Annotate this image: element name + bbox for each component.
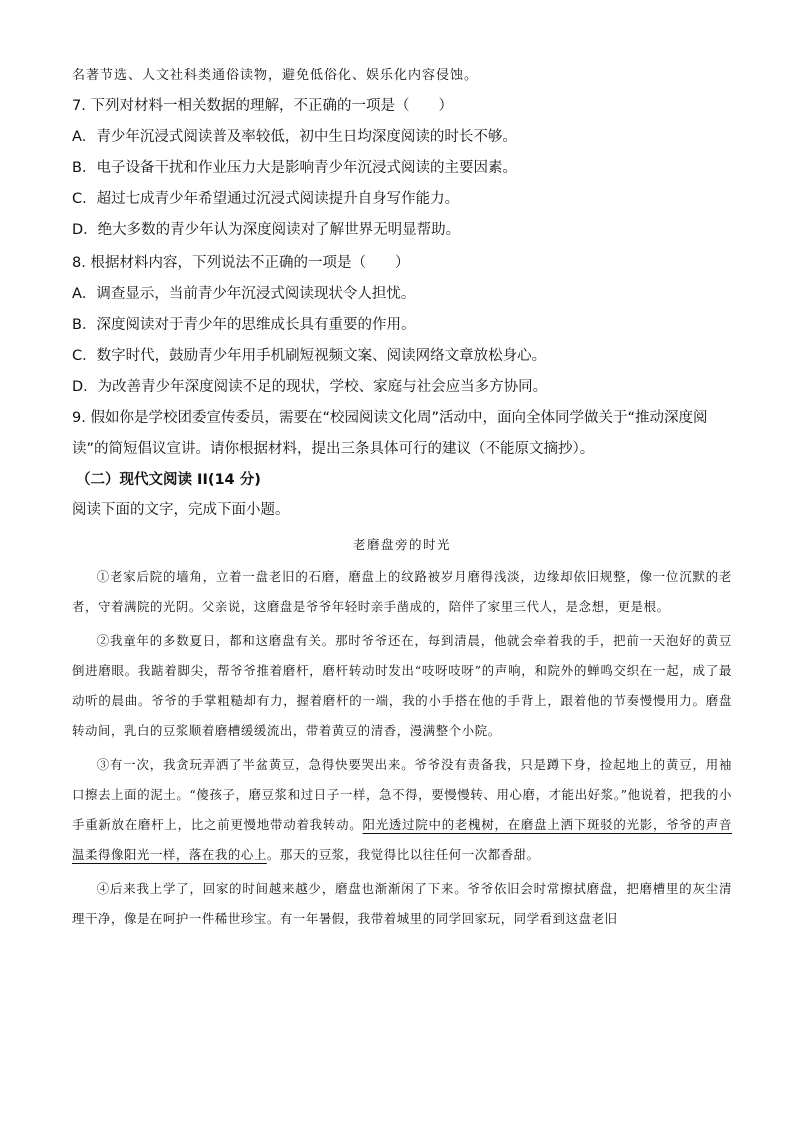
question-7-option-a: A．青少年沉浸式阅读普及率较低，初中生日均深度阅读的时长不够。 (72, 129, 517, 145)
exam-page (72, 60, 732, 938)
question-8-option-c: C．数字时代，鼓励青少年用手机刷短视频文案、阅读网络文章放松身心。 (72, 348, 547, 364)
paragraph-3-text: ③有一次，我贪玩弄洒了半盆黄豆，急得快要哭出来。爷爷没有责备我，只是蹲下身，捡起地上的黄豆，用袖口擦去上面的泥土。“傻孩子，磨豆浆和过日子一样，急不得，要慢慢转、用心磨，才能出好浆。”他说着，把我的小手重新放在磨杆上，比之前更慢地带动着我转动。 (72, 757, 732, 832)
question-7-option-c: C．超过七成青少年希望通过沉浸式阅读提升自身写作能力。 (72, 191, 460, 207)
question-9-line-1: 9. 假如你是学校团委宣传委员，需要在“校园阅读文化周”活动中，面向全体同学做关于“推动深度阅 (72, 410, 708, 426)
question-9 (72, 403, 732, 465)
article-paragraph-1: ①老家后院的墙角，立着一盘老旧的石磨，磨盘上的纹路被岁月磨得浅淡，边缘却依旧规整，像一位沉默的老者，守着满院的光阴。父亲说，这磨盘是爷爷年轻时亲手凿成的，陪伴了家里三代人，是念想，更是根。 (72, 569, 732, 614)
question-8-option-d: D．为改善青少年深度阅读不足的现状，学校、家庭与社会应当多方协同。 (72, 379, 548, 395)
question-8-option-a: A．调查显示，当前青少年沉浸式阅读现状令人担忧。 (72, 286, 416, 302)
question-8 (72, 248, 732, 403)
article-title: 老磨盘旁的时光 (352, 537, 451, 552)
section-instruction: 阅读下面的文字，完成下面小题。 (72, 502, 290, 518)
continuation-line: 名著节选、人文社科类通俗读物，避免低俗化、娱乐化内容侵蚀。 (72, 68, 479, 83)
question-7 (72, 91, 732, 246)
section-heading: （二）现代文阅读 II(14 分) (76, 472, 261, 488)
question-7-stem: 7. 下列对材料一相关数据的理解，不正确的一项是（ ） (72, 98, 453, 114)
question-9-line-2: 读”的简短倡议宣讲。请你根据材料，提出三条具体可行的建议（不能原文摘抄）。 (72, 441, 595, 457)
underlined-sentence: 阳光透过院中的老槐树，在磨盘上洒下斑驳的光影，爷爷的声音温柔得像阳光一样，落在我的心上 (72, 817, 732, 862)
question-7-option-b: B．电子设备干扰和作业压力大是影响青少年沉浸式阅读的主要因素。 (72, 160, 517, 176)
article-paragraph-3 (72, 750, 732, 870)
article-paragraph-4: ④后来我上学了，回家的时间越来越少，磨盘也渐渐闲了下来。爷爷依旧会时常擦拭磨盘，把磨槽里的灰尘清理干净，像是在呵护一件稀世珍宝。有一年暑假，我带着城里的同学回家玩，同学看到这盘老旧 (72, 881, 732, 926)
question-7-option-d: D．绝大多数的青少年认为深度阅读对了解世界无明显帮助。 (72, 222, 461, 238)
question-8-stem: 8. 根据材料内容，下列说法不正确的一项是（ ） (72, 255, 410, 271)
question-8-option-b: B．深度阅读对于青少年的思维成长具有重要的作用。 (72, 317, 416, 333)
paragraph-3-ending: 。那天的豆浆，我觉得比以往任何一次都香甜。 (266, 847, 540, 862)
article-paragraph-2: ②我童年的多数夏日，都和这磨盘有关。那时爷爷还在，每到清晨，他就会牵着我的手，把前一天泡好的黄豆倒进磨眼。我踮着脚尖，帮爷爷推着磨杆，磨杆转动时发出“吱呀吱呀”的声响，和院外的蝉鸣交织在一起，成了最动听的晨曲。爷爷的手掌粗糙却有力，握着磨杆的一端，我的小手搭在他的手背上，跟着他的节奏慢慢用力。磨盘转动间，乳白的豆浆顺着磨槽缓缓流出，带着黄豆的清香，漫满整个小院。 (72, 633, 732, 738)
